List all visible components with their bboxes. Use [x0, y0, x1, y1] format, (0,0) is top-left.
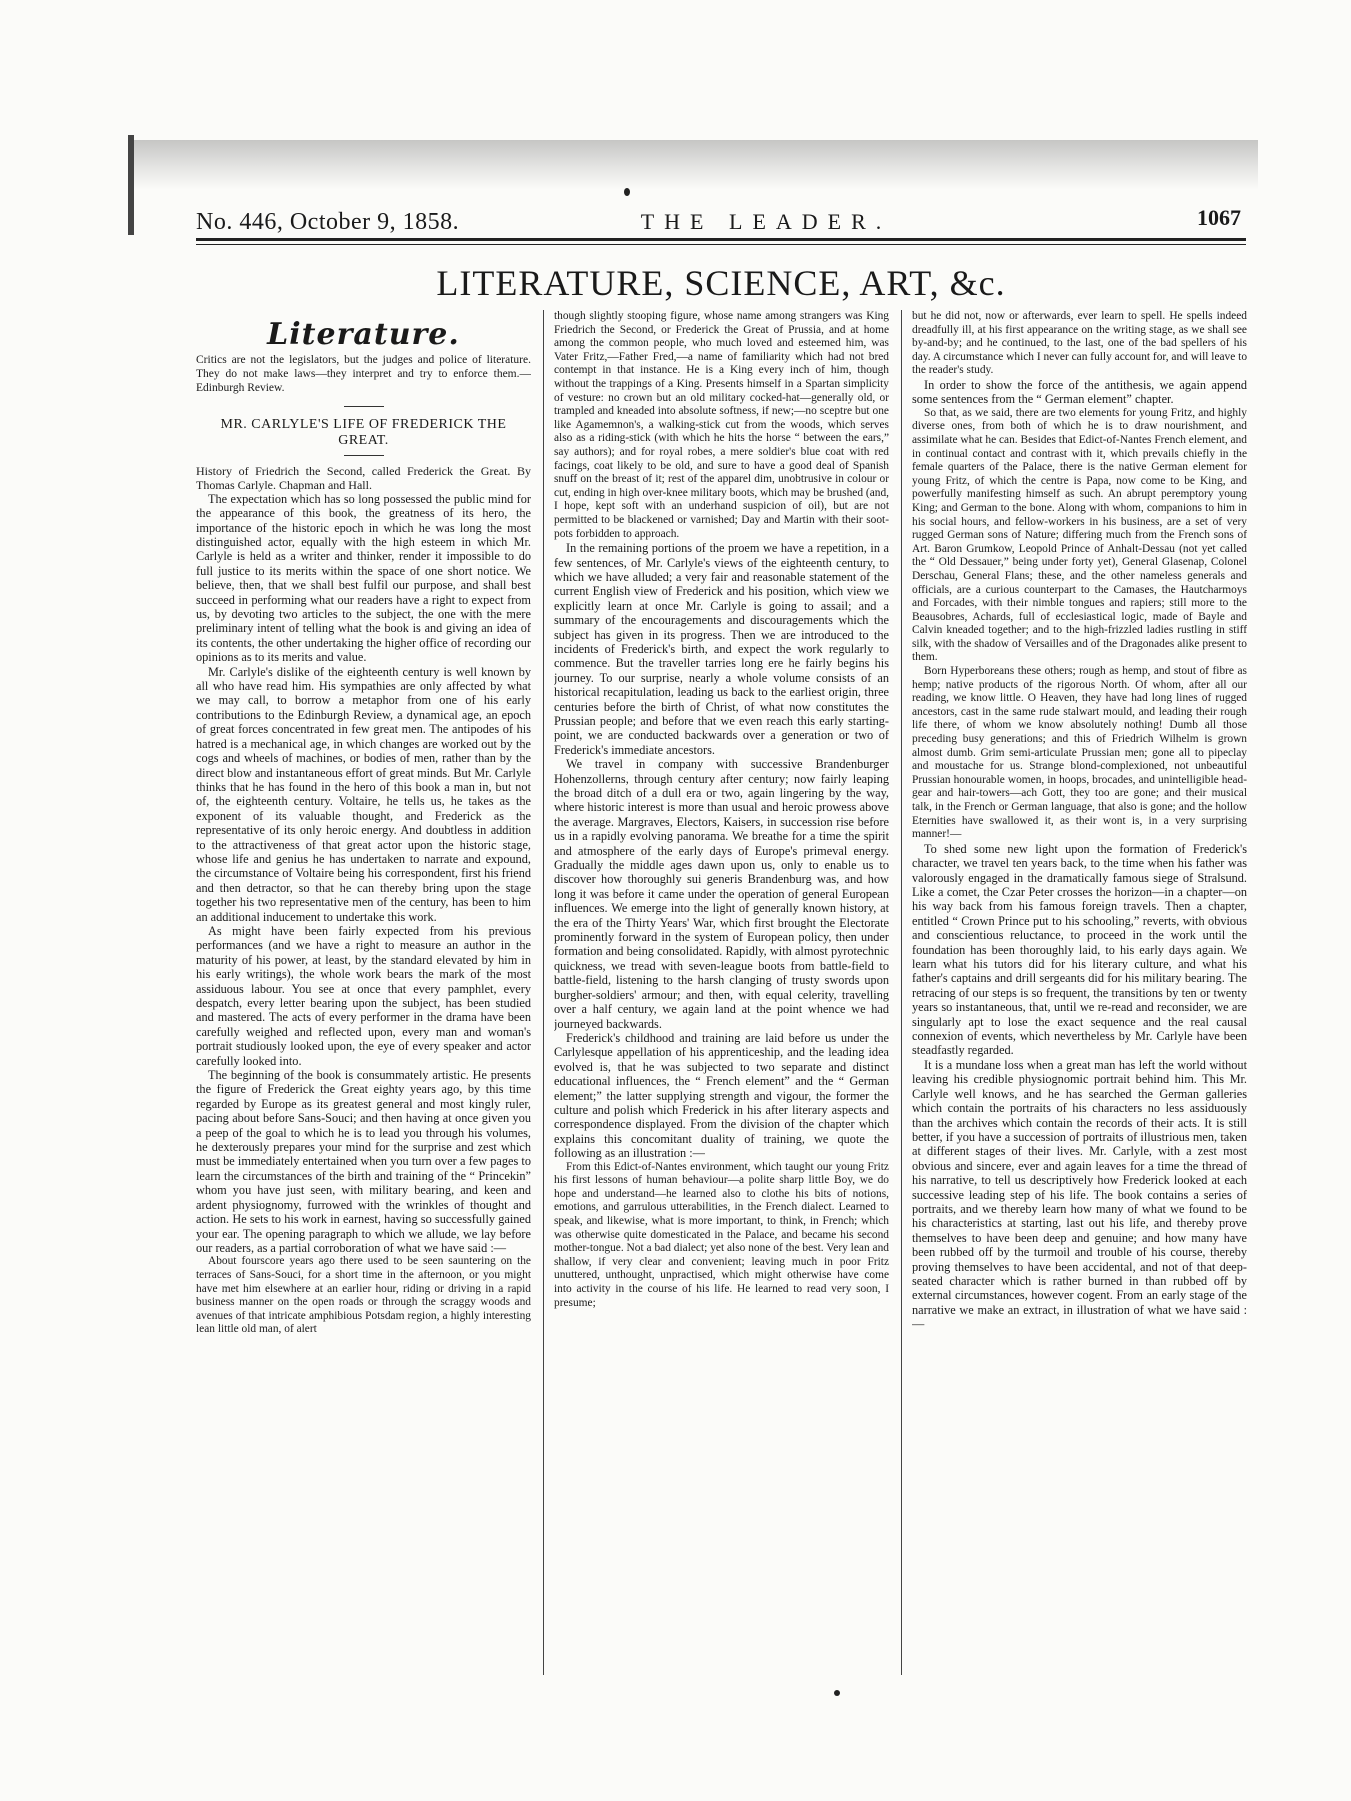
- quoted-paragraph: So that, as we said, there are two elements for young Fritz, and highly diverse ones, from both of which he is to draw nourishment, and assimilate what he can. Besides that Edict-of-Nantes French element, and in continual contact and contrast with it, which prevails chiefly in the female quarters of the Palace, there is the native German element for young Fritz, of which the centre is Papa, now come to be King, and powerfully manifesting himself as such. An abrupt peremptory young King; and German to the bone. Along with whom, companions to him in his social hours, and fellow-workers in his business, are a set of very rugged German sons of Nature; differing much from the French sons of Art. Baron Grumkow, Leopold Prince of Anhalt-Dessau (not yet called the “ Old Dessauer,” being under forty yet), General Glasenap, Colonel Derschau, General Flans; these, and the other nameless generals and officials, are a curious counterpart to the Camases, the Hautcharmoys and Forcades, with their nimble tongues and rapiers; still more to the Beausobres, Achards, full of ecclesiastical logic, made of Bayle and Calvin kneaded together; and to the high-frizzled ladies rustling in stiff silk, with the shadow of Versailles and of the Dragonades alike present to them.: [912, 406, 1247, 664]
- masthead-rule-thin: [196, 244, 1246, 245]
- paragraph: As might have been fairly expected from his previous performances (and we have a right to measure an author in the maturity of his power, at least, by the standard elevated by him in his early writings), the whole work bears the mark of the most assiduous labour. You see at once that every pamphlet, every despatch, every letter bearing upon the subject, has been studied and mastered. The acts of every performer in the drama have been carefully weighed and reflected upon, every man and woman's portrait studiously looked upon, the eye of every speaker and actor carefully looked into.: [196, 923, 531, 1068]
- paragraph: To shed some new light upon the formation of Frederick's character, we travel ten years back, to the time when his father was valorously engaged in the dramatically famous siege of Stralsund. Like a comet, the Czar Peter crosses the horizon—in a chapter—on his way back from his famous foreign travels. Then a chapter, entitled “ Crown Prince put to his schooling,” reverts, with obvious and conscientious reluctance, to proceed in the work until the foundation has been thoroughly laid, to his early days again. We learn what his tutors did for his literary culture, and what his father's captains and drill sergeants did for his military bearing. The retracing of our steps is so frequent, the transitions by ten or twenty years so instantaneous, that, until we re-read and reconsider, we are singularly apt to lose the exact sequence and the real causal connexion of events, which nevertheless by Mr. Carlyle have been steadfastly regarded.: [912, 841, 1247, 1058]
- paragraph: The expectation which has so long possessed the public mind for the appearance of this book, the greatness of its hero, the importance of the historic epoch in which he was long the most distinguished actor, equally with the high esteem in which Mr. Carlyle is held as a writer and thinker, render it impossible to do full justice to its merits within the space of one short notice. We believe, then, that we shall best fulfil our purpose, and shall best succeed in performing what our readers have a right to expect from us, by devoting two articles to the subject, the one with the mere preliminary intent of telling what the book is and giving an idea of its contents, the other undertaking the higher office of recording our opinions as to its merits and value.: [196, 491, 531, 665]
- column-rule: [901, 310, 902, 1675]
- ink-spot: [834, 1690, 840, 1696]
- paragraph: We travel in company with successive Brandenburger Hohenzollerns, through century after century; now fairly leaping the broad ditch of a dull era or two, again lingering by the way, where historic interest is more than usual and heroic prowess above the average. Margraves, Electors, Kaisers, in succession rise before us in a rapidly evolving panorama. We breathe for a time the spirit and atmosphere of the early days of Europe's primeval energy. Gradually the middle ages dawn upon us, only to enable us to discover how thoroughly sui generis Brandenburg was, and how long it was before it came under the operation of general European influences. We emerge into the light of generally known history, at the era of the Thirty Years' War, which first brought the Electorate prominently forward in the system of European policy, then under formation and being consolidated. Rapidly, with almost pyrotechnic quickness, we tread with seven-league boots from battle-field to battle-field, listening to the harsh clanging of trusty swords upon burgher-soldiers' armour; and then, with equal celerity, travelling over a half century, we again land at the point whence we had journeyed backwards.: [554, 757, 889, 1031]
- article-heading: MR. CARLYLE'S LIFE OF FREDERICK THE GREAT.: [220, 416, 507, 448]
- column-2: [554, 310, 889, 1675]
- paragraph: In order to show the force of the antithesis, we again append some sentences from the “ German element” chapter.: [912, 377, 1247, 407]
- quoted-paragraph: Born Hyperboreans these others; rough as hemp, and stout of fibre as hemp; native products of the rigorous North. Of whom, after all our reading, we know little. O Heaven, they have had long lines of rugged ancestors, cast in the same rude stalwart mould, and leading their rough life there, of whom we know absolutely nothing! Dumb all those preceding busy generations; and this of Friedrich Wilhelm is grown almost dumb. Grim semi-articulate Prussian men; gone all to pipeclay and moustache for us. Strange blond-complexioned, not unbeautiful Prussian honourable women, in hoops, brocades, and unintelligible head-gear and hair-towers—ach Gott, they too are gone; and their musical talk, in the French or German language, that also is gone; and the hollow Eternities have swallowed it, as their wont is, in a very surprising manner!—: [912, 665, 1247, 841]
- scan-smudge: [128, 140, 1258, 190]
- book-reference: History of Friedrich the Second, called Frederick the Great. By Thomas Carlyle. Chapman and Hall.: [196, 463, 531, 492]
- section-title: LITERATURE, SCIENCE, ART, &c.: [436, 263, 1006, 303]
- ink-spot: [624, 188, 630, 196]
- column-3: [912, 310, 1247, 1675]
- divider: [344, 406, 384, 407]
- quoted-paragraph: but he did not, now or afterwards, ever learn to spell. He spells indeed dreadfully ill, at his first appearance on the writing stage, as we shall see by-and-by; and he continued, to the last, one of the bad spellers of his day. A circumstance which I never can fully account for, and will leave to the reader's study.: [912, 310, 1247, 377]
- scan-edge: [128, 135, 134, 235]
- columns: [196, 310, 1248, 1680]
- column-1: [196, 310, 531, 1675]
- department-heading: Literature.: [267, 317, 460, 352]
- epigraph: Critics are not the legislators, but the judges and police of literature. They do not make laws—they interpret and try to enforce them.—Edinburgh Review.: [196, 354, 531, 394]
- page-number: 1067: [1197, 205, 1241, 230]
- paragraph: In the remaining portions of the proem we have a repetition, in a few sentences, of Mr. Carlyle's views of the eighteenth century, to which we have alluded; a very fair and reasonable statement of the current English view of Frederick and his position, which view we explicitly learn at once Mr. Carlyle is going to assail; and a summary of the encouragements and discouragements which the subject has given in its progress. Then we are introduced to the incidents of Frederick's birth, and expect the work regularly to commence. But the traveller tarries long ere he fairly begins his journey. To our surprise, nearly a whole volume consists of an historical recapitulation, leading us back to the earliest origin, three centuries before the birth of Christ, of what now constitutes the Prussian people; and before that we even reach this early starting-point, we are conducted backwards over a generation or two of Frederick's immediate ancestors.: [554, 541, 889, 757]
- column-rule: [543, 310, 544, 1675]
- masthead-rule: [196, 238, 1246, 241]
- quoted-paragraph: About fourscore years ago there used to be seen sauntering on the terraces of Sans-Souci, for a short time in the afternoon, or you might have met him elsewhere at an earlier hour, riding or driving in a rapid business manner on the open roads or through the scraggy woods and avenues of that intricate amphibious Potsdam region, a highly interesting lean little old man, of alert: [196, 1255, 531, 1336]
- issue-date: No. 446, October 9, 1858.: [196, 209, 460, 235]
- paper-name: THE LEADER.: [640, 209, 892, 234]
- paragraph: Mr. Carlyle's dislike of the eighteenth century is well known by all who have read him. His sympathies are only affected by what we may call, to borrow a metaphor from one of his early contributions to the Edinburgh Review, a dynamical age, an epoch of great forces concentrated in few great men. The antipodes of his hatred is a mechanical age, in which changes are worked out by the cogs and wheels of machines, or bodies of men, rather than by the direct blow and instantaneous effort of great minds. But Mr. Carlyle thinks that he has found in the hero of this book a man in, but not of, the eighteenth century. Voltaire, he tells us, he takes as the exponent of its valuable thought, and Frederick as the representative of its only heroic energy. And doubtless in addition to the attractiveness of that great actor upon the historic stage, whose life and genius he has undertaken to narrate and expound, the circumstance of Voltaire being his correspondent, first his friend and then detractor, so that he can thereby bring upon the stage together his two representative men of the century, has been to him an additional inducement to undertake this work.: [196, 664, 531, 924]
- quoted-paragraph: though slightly stooping figure, whose name among strangers was King Friedrich the Second, or Frederick the Great of Prussia, and at home among the common people, who much loved and esteemed him, was Vater Fritz,—Father Fred,—a name of familiarity which had not bred contempt in that instance. He is a King every inch of him, though without the trappings of a King. Presents himself in a Spartan simplicity of vesture: no crown but an old military cocked-hat—generally old, or trampled and kneaded into absolute softness, if new;—no sceptre but one like Agamemnon's, a walking-stick cut from the woods, which serves also as a riding-stick (with which he hits the horse “ between the ears,” say authors); and for royal robes, a mere soldier's blue coat with red facings, coat likely to be old, and sure to have a good deal of Spanish snuff on the breast of it; rest of the apparel dim, unobtrusive in colour or cut, ending in high over-knee military boots, which may be brushed (and, I hope, kept soft with an underhand suspicion of oil), but are not permitted to be blackened or varnished; Day and Martin with their soot-pots forbidden to approach.: [554, 310, 889, 540]
- masthead: [196, 205, 1251, 241]
- paragraph: Frederick's childhood and training are laid before us under the Carlylesque appellation of his apprenticeship, and the leading idea evolved is, that he was subjected to two separate and distinct educational influences, the “ French element” and the “ German element;” the latter supplying strength and vigour, the former the culture and polish which Frederick in his after literary aspects and correspondence displayed. From the division of the chapter which explains this concomitant duality of training, we quote the following as an illustration :—: [554, 1030, 889, 1161]
- paragraph: The beginning of the book is consummately artistic. He presents the figure of Frederick the Great eighty years ago, by this time regarded by Europe as its greatest general and most kingly ruler, pacing about before Sans-Souci; and then having at once given you a peep of the goal to which he is to lead you through his volumes, he dexterously prepares your mind for the surprise and zest which must be immediately entertained when you turn over a few pages to learn the circumstances of the birth and training of the “ Princekin” whom you have just seen, with military bearing, and keen and ardent physiognomy, furrowed with the wrinkles of thought and action. He sets to his work in earnest, having so successfully gained your ear. The opening paragraph to which we allude, we lay before our readers, as a partial corroboration of what we have said :—: [196, 1068, 531, 1255]
- divider: [344, 455, 384, 456]
- quoted-paragraph: From this Edict-of-Nantes environment, which taught our young Fritz his first lessons of human behaviour—a polite sharp little Boy, we do hope and understand—he learned also to clothe his bits of notions, emotions, and garrulous utterabilities, in the French dialect. Learned to speak, and likewise, what is more important, to think, in French; which was otherwise quite domesticated in the Palace, and became his second mother-tongue. Not a bad dialect; yet also none of the best. Very lean and shallow, if very clear and convenient; leaving much in poor Fritz unuttered, unthought, unpractised, which might otherwise have come into activity in the course of his life. He learned to read very soon, I presume;: [554, 1160, 889, 1309]
- paragraph: It is a mundane loss when a great man has left the world without leaving his credible physiognomic portrait behind him. This Mr. Carlyle well knows, and he has searched the German galleries which contain the portraits of his characters no less assiduously than the archives which contain the records of their acts. It is still better, if you have a succession of portraits of illustrious men, taken at different stages of their lives. Mr. Carlyle, with a zest most obvious and sincere, ever and again leaves for a time the thread of his narrative, to tell us descriptively how Frederick looked at each successive leading step of his life. The book contains a series of portraits, and we thereby learn how many of what we found to be his characteristics at starting, last out his life, and thereby prove themselves to have been deep and genuine; and how many have been rubbed off by the turmoil and trouble of his course, thereby proving themselves to have been accidental, and not of that deep-seated character which is rather burned in than rubbed off by external circumstances, however cogent. From an early stage of the narrative we make an extract, in illustration of what we have said :—: [912, 1057, 1247, 1332]
